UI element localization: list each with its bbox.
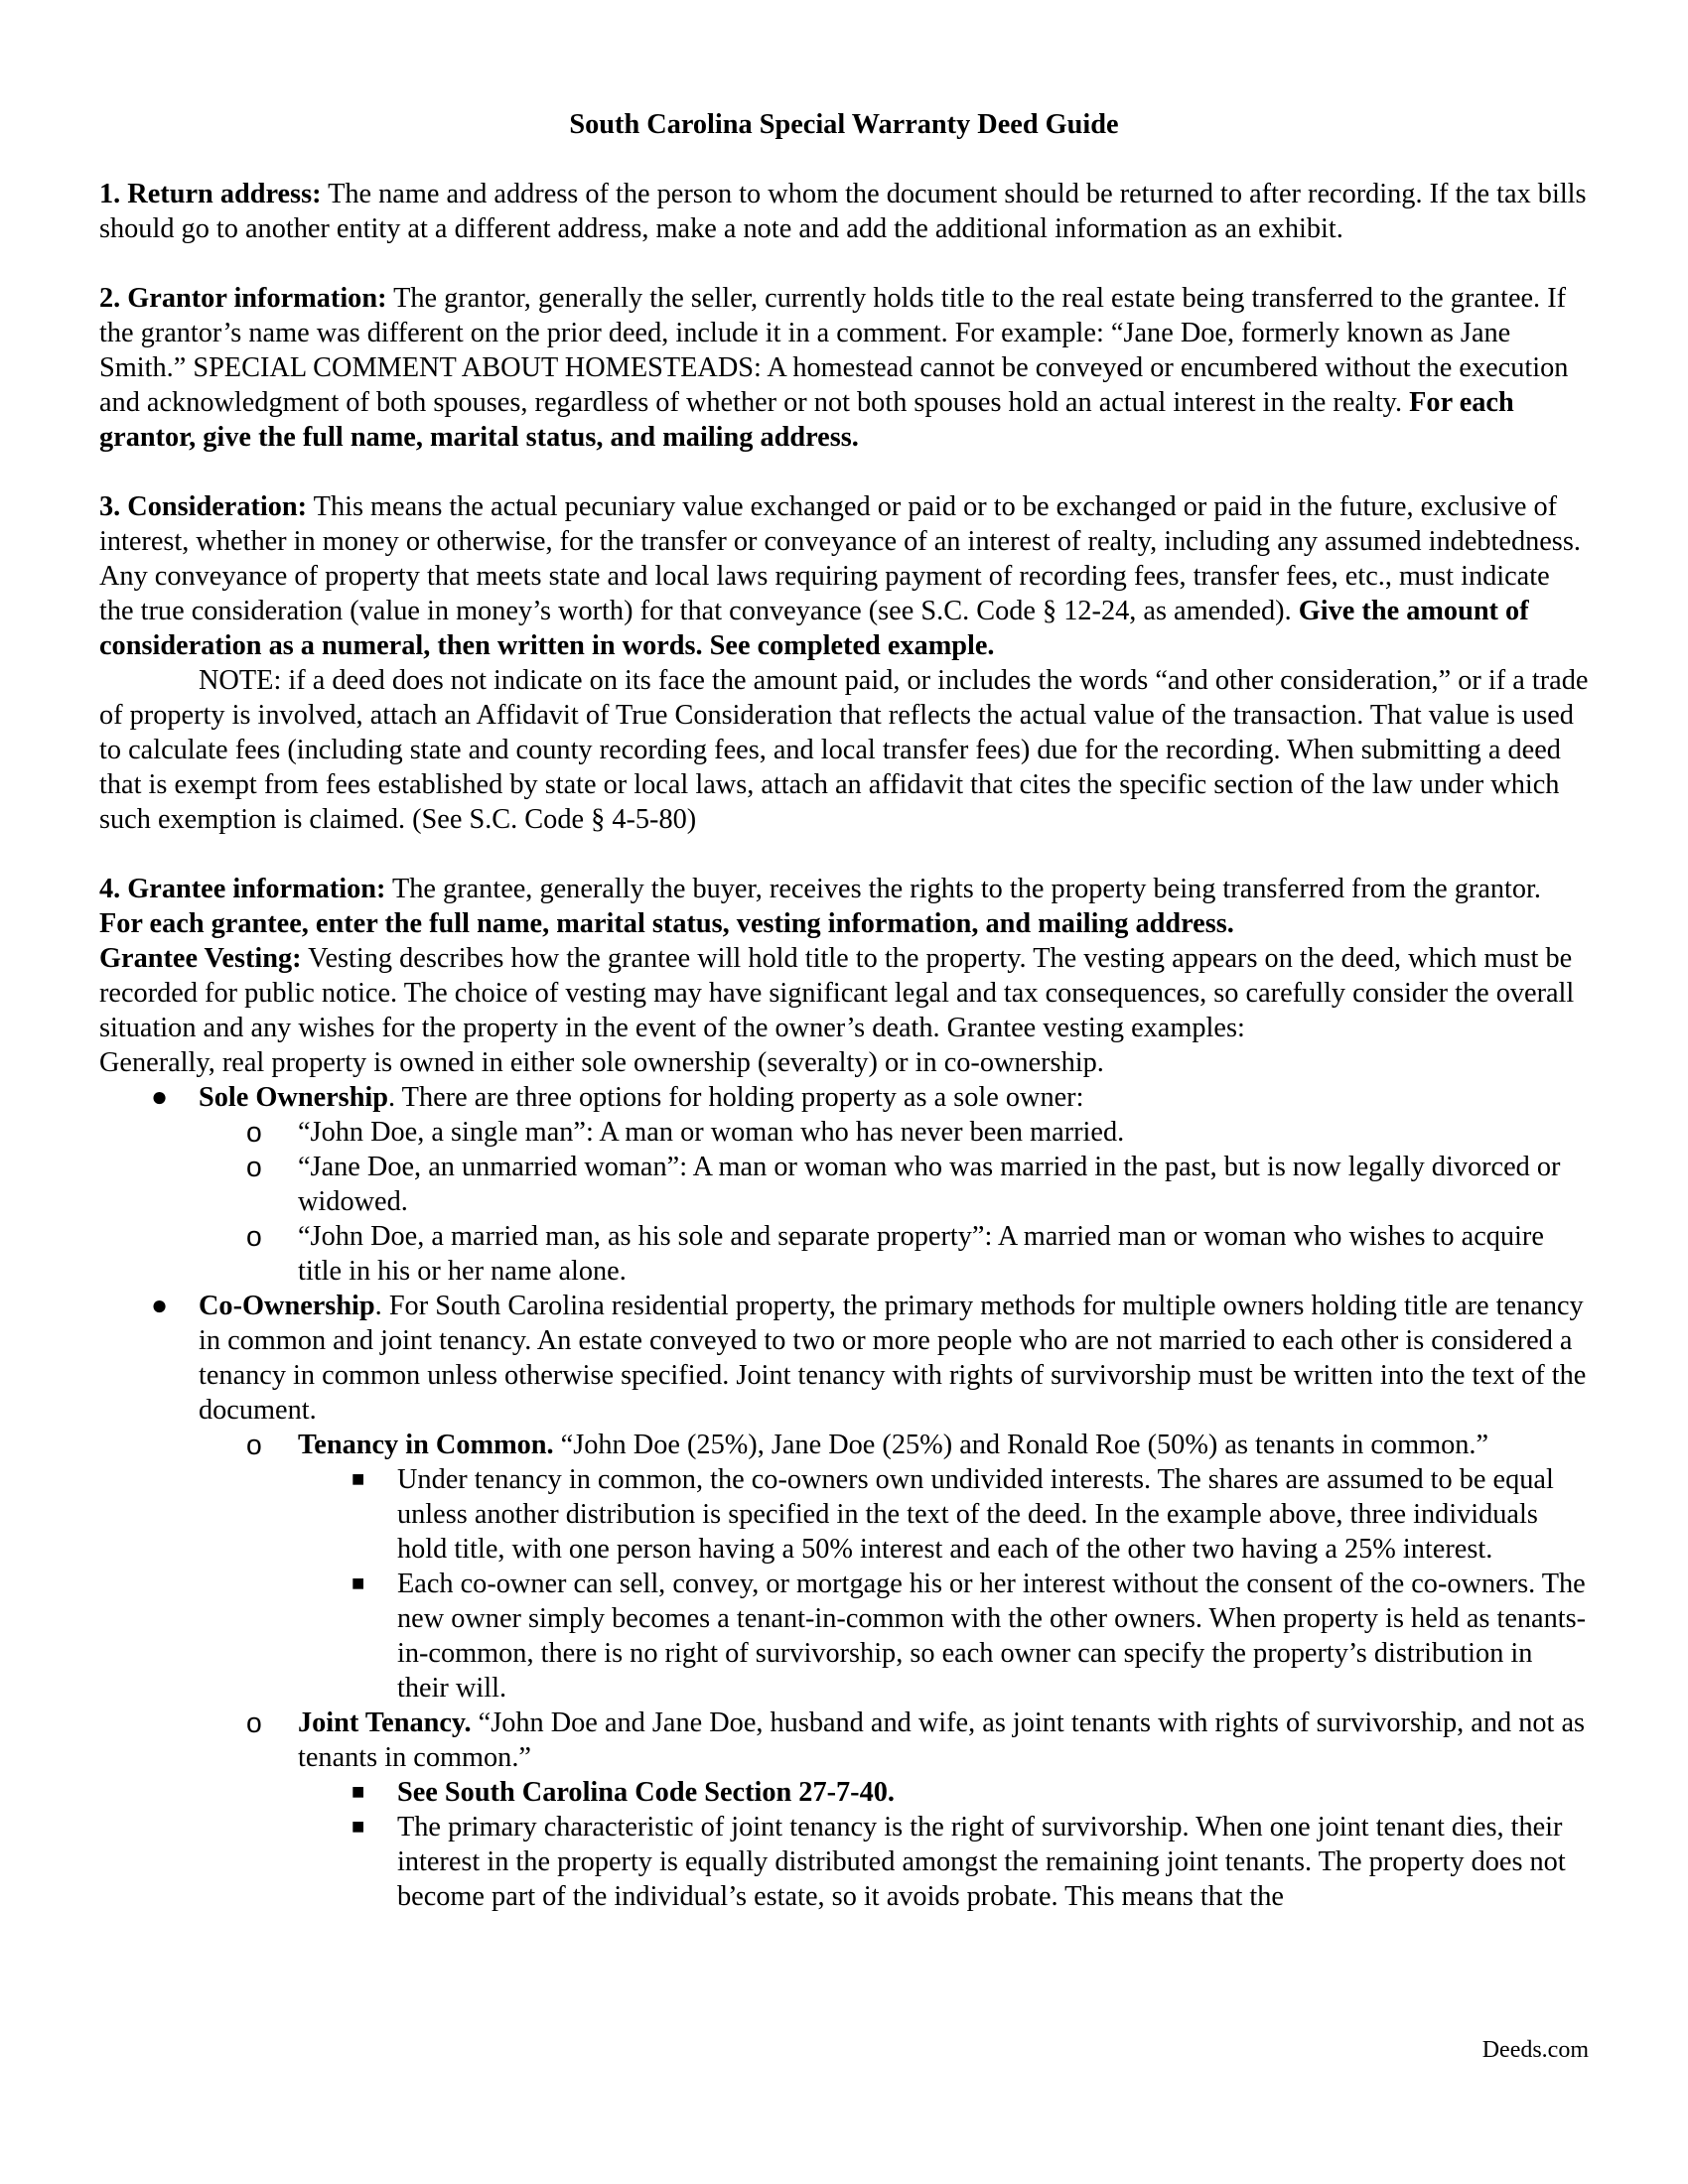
return-address-text: The name and address of the person to whom the document should be returned to after recording. If the tax bills should go to another entity at a different address, make a note and add the additional information as an exhibit. <box>99 179 1587 244</box>
list-item <box>298 1775 1589 1810</box>
grantee-label: 4. Grantee information: <box>99 874 386 904</box>
ownership-list <box>99 1080 1589 1914</box>
code-section-reference: See South Carolina Code Section 27-7-40. <box>397 1777 895 1808</box>
consideration-note: NOTE: if a deed does not indicate on its face the amount paid, or includes the words “and other consideration,” or if a trade of property is involved, attach an Affidavit of True Consideration that reflects the actual value of the transaction. That value is used to calculate fees (including state and county recording fees, and local transfer fees) due for the recording. When submitting a deed that is exempt from fees established by state or local laws, attach an affidavit that cites the specific section of the law under which such exemption is claimed. (See S.C. Code § 4-5-80) <box>99 665 1589 835</box>
joint-tenancy-label: Joint Tenancy. <box>298 1707 472 1738</box>
list-item: o “John Doe, a single man”: A man or woman who has never been married. <box>246 1116 1125 1148</box>
grantor-text: The grantor, generally the seller, currently holds title to the real estate being transferred to the grantee. If the grantor’s name was different on the prior deed, include it in a comment. For example: “Jane Doe, formerly known as Jane Smith.” <box>99 283 1567 383</box>
circle-marker: o <box>246 1116 262 1148</box>
list-item-co-ownership <box>99 1289 1589 1914</box>
grantor-label: 2. Grantor information: <box>99 283 387 314</box>
list-item-sole-ownership <box>99 1080 1589 1289</box>
tenancy-in-common-label: Tenancy in Common. <box>298 1430 554 1460</box>
list-item-joint-tenancy <box>199 1706 1589 1914</box>
bullet-marker: ● <box>151 1291 169 1321</box>
section-return-address <box>99 177 1589 246</box>
consideration-label: 3. Consideration: <box>99 491 308 522</box>
square-marker: ■ <box>352 1814 365 1839</box>
bullet-marker: ● <box>151 1082 169 1113</box>
circle-marker: o <box>246 1429 262 1460</box>
circle-marker: o <box>246 1220 262 1252</box>
section-grantee-information <box>99 872 1589 1914</box>
sole-ownership-text: . There are three options for holding property as a sole owner: <box>388 1082 1084 1113</box>
list-item: ■ The primary characteristic of joint tenancy is the right of survivorship. When one joint tenant dies, their interest in the property is equally distributed amongst the remaining joint tenants. The property does not become part of the individual’s estate, so it avoids probate. This means that the <box>298 1810 1589 1914</box>
square-marker: ■ <box>352 1466 365 1491</box>
homestead-comment-text: : A homestead cannot be conveyed or encumbered without the execution and acknowledgment of both spouses, regardless of whether or not both spouses hold an actual interest in the realty. <box>99 352 1569 418</box>
grantee-vesting-text: Vesting describes how the grantee will hold title to the property. The vesting appears on the deed, which must be recorded for public notice. The choice of vesting may have significant legal and tax consequences, so carefully consider the overall situation and any wishes for the property in the event of the owner’s death. Grantee vesting examples: <box>99 943 1575 1043</box>
grantor-instruction: For each grantor, give the full name, marital status, and mailing address. <box>99 387 1514 453</box>
co-ownership-text: . For South Carolina residential property, the primary methods for multiple owners holding title are tenancy in common and joint tenancy. An estate conveyed to two or more people who are not married to each other is considered a tenancy in common unless otherwise specified. Joint tenancy with rights of survivorship must be written into the text of the document. <box>199 1291 1587 1426</box>
page-title: South Carolina Special Warranty Deed Guide <box>569 109 1119 140</box>
consideration-text: This means the actual pecuniary value exchanged or paid or to be exchanged or paid in the future, exclusive of interest, whether in money or otherwise, for the transfer or conveyance of an interest of realty, including any assumed indebtedness. Any conveyance of property that meets state and local laws requiring payment of recording fees, transfer fees, etc., must indicate the true consideration (value in money’s worth) for that conveyance (see S.C. Code § 12-24, as amended). <box>99 491 1581 626</box>
list-item: ■ Each co-owner can sell, convey, or mortgage his or her interest without the consent of the co-owners. The new owner simply becomes a tenant-in-common with the other owners. When property is held as tenants-in-common, there is no right of survivorship, so each owner can specify the property’s distribution in their will. <box>298 1567 1589 1706</box>
list-item: ■ Under tenancy in common, the co-owners own undivided interests. The shares are assumed to be equal unless another distribution is specified in the text of the deed. In the example above, three individuals hold title, with one person having a 50% interest and each of the other two having a 25% interest. <box>298 1462 1589 1567</box>
list-item-tenancy-in-common <box>199 1428 1589 1706</box>
co-ownership-label: Co-Ownership <box>199 1291 375 1321</box>
grantee-instruction: For each grantee, enter the full name, marital status, vesting information, and mailing address. <box>99 908 1234 939</box>
sole-ownership-options <box>199 1115 1589 1289</box>
circle-marker: o <box>246 1706 262 1738</box>
section-consideration <box>99 489 1589 837</box>
tenancy-in-common-details <box>298 1462 1589 1706</box>
ownership-general-text: Generally, real property is owned in either sole ownership (severalty) or in co-ownership. <box>99 1047 1104 1078</box>
section-grantor-information <box>99 281 1589 455</box>
return-address-label: 1. Return address: <box>99 179 322 209</box>
tenancy-in-common-text: “John Doe (25%), Jane Doe (25%) and Ronald Roe (50%) as tenants in common.” <box>553 1430 1489 1460</box>
square-marker: ■ <box>352 1570 365 1595</box>
joint-tenancy-text: “John Doe and Jane Doe, husband and wife, as joint tenants with rights of survivorship, and not as tenants in common.” <box>298 1707 1586 1773</box>
joint-tenancy-details <box>298 1775 1589 1914</box>
square-marker: ■ <box>352 1779 365 1804</box>
sole-ownership-label: Sole Ownership <box>199 1082 389 1113</box>
grantee-vesting-label: Grantee Vesting: <box>99 943 302 974</box>
co-ownership-options <box>199 1428 1589 1914</box>
consideration-instruction: Give the amount of consideration as a numeral, then written in words. See completed example. <box>99 596 1529 661</box>
circle-marker: o <box>246 1151 262 1182</box>
footer-brand: Deeds.com <box>1481 2037 1589 2063</box>
document-page <box>99 107 1589 1949</box>
grantee-text: The grantee, generally the buyer, receives the rights to the property being transferred from the grantor. <box>385 874 1541 904</box>
list-item: o “Jane Doe, an unmarried woman”: A man or woman who was married in the past, but is now legally divorced or widowed. <box>246 1151 1561 1217</box>
list-item: o “John Doe, a married man, as his sole and separate property”: A married man or woman who wishes to acquire title in his or her name alone. <box>246 1220 1544 1287</box>
homestead-comment-label: SPECIAL COMMENT ABOUT HOMESTEADS <box>193 352 755 383</box>
